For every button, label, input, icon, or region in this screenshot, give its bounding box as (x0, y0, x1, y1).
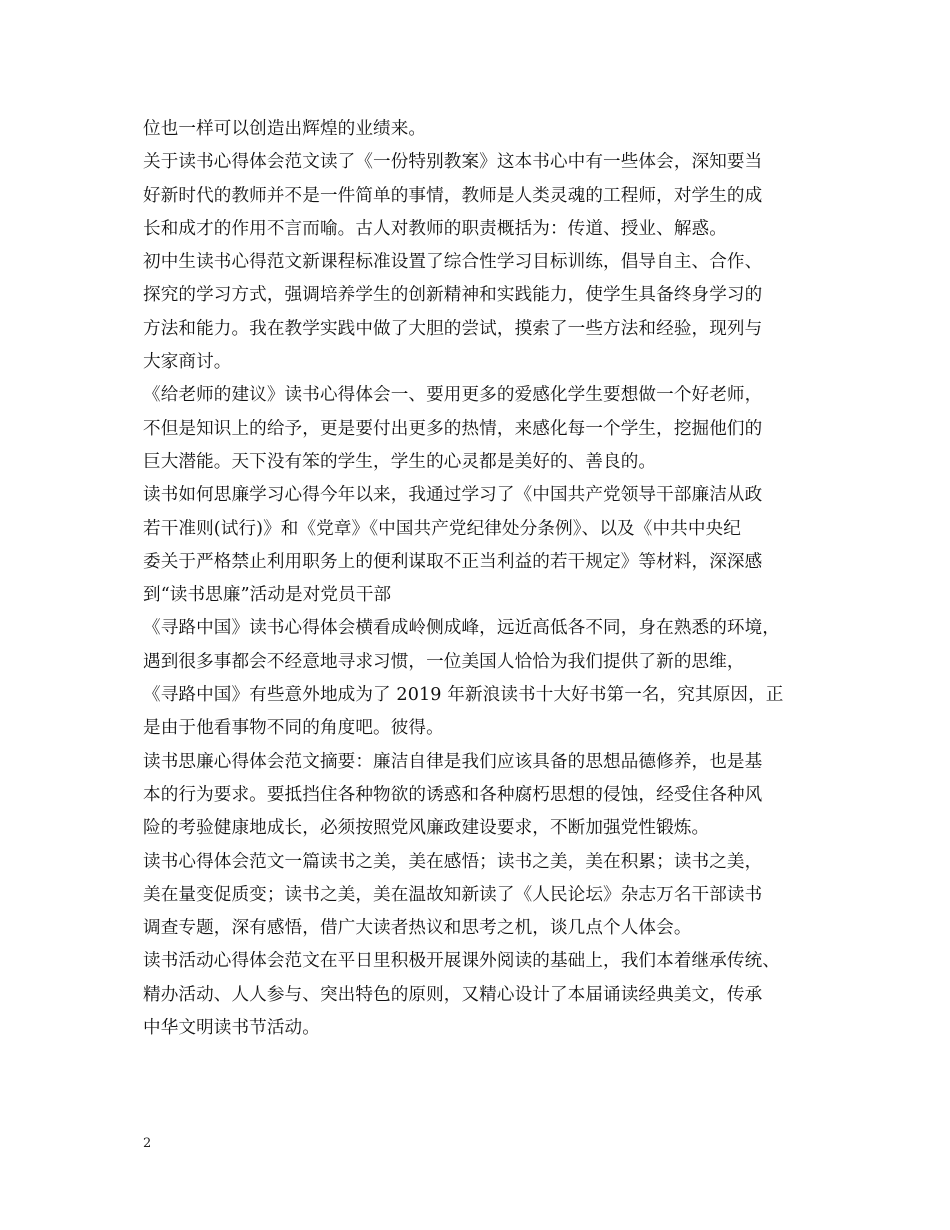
text-line: 遇到很多事都会不经意地寻求习惯，一位美国人恰恰为我们提供了新的思维， (143, 651, 745, 672)
text-line: 读书如何思廉学习心得今年以来，我通过学习了《中国共产党领导干部廉洁从政 (143, 485, 763, 506)
text-line: 探究的学习方式，强调培养学生的创新精神和实践能力，使学生具备终身学习的 (143, 285, 763, 306)
text-line: 巨大潜能。天下没有笨的学生，学生的心灵都是美好的、善良的。 (143, 451, 657, 472)
text-line: 长和成才的作用不言而喻。古人对教师的职责概括为：传道、授业、解惑。 (143, 218, 727, 239)
text-line: 本的行为要求。要抵挡住各种物欲的诱惑和各种腐朽思想的侵蚀，经受住各种风 (143, 784, 763, 805)
text-line: 读书活动心得体会范文在平日里积极开展课外阅读的基础上，我们本着继承传统、 (143, 951, 780, 972)
text-line: 到“读书思廉”活动是对党员干部 (143, 585, 392, 606)
text-line: 是由于他看事物不同的角度吧。彼得。 (143, 718, 444, 739)
text-line: 不但是知识上的给予，更是要付出更多的热情，来感化每一个学生，挖掘他们的 (143, 418, 763, 439)
text-line: 险的考验健康地成长，必须按照党风廉政建设要求，不断加强党性锻炼。 (143, 818, 710, 839)
text-line: 关于读书心得体会范文读了《一份特别教案》这本书心中有一些体会，深知要当 (143, 152, 763, 173)
text-line: 美在量变促质变；读书之美，美在温故知新读了《人民论坛》杂志万名干部读书 (143, 884, 763, 905)
text-line: 精办活动、人人参与、突出特色的原则，又精心设计了本届诵读经典美文，传承 (143, 984, 763, 1005)
text-line: 好新时代的教师并不是一件简单的事情，教师是人类灵魂的工程师，对学生的成 (143, 185, 763, 206)
text-line: 调查专题，深有感悟，借广大读者热议和思考之机，谈几点个人体会。 (143, 918, 692, 939)
text-line: 读书思廉心得体会范文摘要：廉洁自律是我们应该具备的思想品德修养，也是基 (143, 751, 763, 772)
document-body (143, 113, 833, 1045)
text-line: 《寻路中国》读书心得体会横看成岭侧成峰，远近高低各不同，身在熟悉的环境， (143, 618, 780, 639)
text-line: 大家商讨。 (143, 352, 232, 373)
text-line: 若干准则(试行)》和《党章》《中国共产党纪律处分条例》、以及《中共中央纪 (143, 518, 741, 539)
text-line: 方法和能力。我在教学实践中做了大胆的尝试，摸索了一些方法和经验，现列与 (143, 318, 763, 339)
text-line: 读书心得体会范文一篇读书之美，美在感悟；读书之美，美在积累；读书之美， (143, 851, 763, 872)
text-line: 中华文明读书节活动。 (143, 1018, 320, 1039)
text-line: 委关于严格禁止利用职务上的便利谋取不正当利益的若干规定》等材料，深深感 (143, 551, 763, 572)
text-line: 《给老师的建议》读书心得体会一、要用更多的爱感化学生要想做一个好老师， (143, 385, 763, 406)
text-line: 《寻路中国》有些意外地成为了 2019 年新浪读书十大好书第一名，究其原因，正 (143, 685, 784, 706)
page-number: 2 (143, 1136, 152, 1151)
text-line: 初中生读书心得范文新课程标准设置了综合性学习目标训练，倡导自主、合作、 (143, 252, 763, 273)
text-line: 位也一样可以创造出辉煌的业绩来。 (143, 119, 427, 139)
